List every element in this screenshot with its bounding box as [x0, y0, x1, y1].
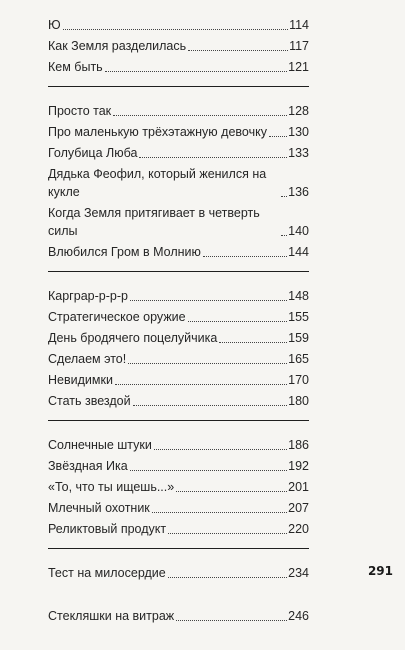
toc-entry-title: Млечный охотник — [48, 501, 150, 515]
dot-leader — [168, 533, 287, 534]
toc-entry-page: 130 — [288, 125, 309, 139]
toc-entry — [48, 436, 309, 454]
dot-leader — [128, 363, 287, 364]
toc-entry-title: Стекляшки на витраж — [48, 609, 175, 623]
toc-entry-title: Стать звездой — [48, 394, 131, 408]
toc-entry — [48, 287, 309, 305]
toc-entry — [48, 607, 309, 625]
toc-entry-title: Карграр-р-р-р — [48, 289, 128, 303]
dot-leader — [105, 71, 287, 72]
toc-entry-page: 114 — [289, 18, 309, 32]
toc-entry — [48, 478, 309, 496]
toc-entry — [48, 371, 309, 389]
toc-entry — [48, 457, 309, 475]
toc-entry-page: 207 — [288, 501, 309, 515]
dot-leader — [281, 196, 287, 197]
toc-entry-title: Когда Земля притягивает в четверть силы — [48, 206, 260, 238]
toc-entry-title: Реликтовый продукт — [48, 522, 167, 536]
toc-entry-title: Солнечные штуки — [48, 438, 152, 452]
toc-entry-title: Сделаем это! — [48, 352, 127, 366]
toc-entry-title: Кем быть — [48, 60, 103, 74]
toc-section — [48, 607, 309, 635]
toc-entry-page: 155 — [288, 310, 309, 324]
dot-leader — [154, 449, 287, 450]
toc-entry-title: «То, что ты ищешь...» — [48, 480, 175, 494]
toc-entry — [48, 204, 309, 240]
dot-leader — [176, 620, 287, 621]
toc-entry — [48, 37, 309, 55]
toc-entry-title: Голубица Люба — [48, 146, 138, 160]
dot-leader — [176, 491, 287, 492]
toc-entry-title: Про маленькую трёхэтажную девочку — [48, 125, 267, 139]
toc-entry — [48, 58, 309, 76]
toc-entry-title: Невидимки — [48, 373, 113, 387]
toc-entry — [48, 144, 309, 162]
toc-entry-title: Звёздная Ика — [48, 459, 128, 473]
dot-leader — [115, 384, 287, 385]
toc-section — [48, 436, 309, 549]
dot-leader — [133, 405, 288, 406]
toc-section — [48, 564, 309, 592]
toc-entry-page: 170 — [288, 373, 309, 387]
toc-entry-title: Как Земля разделилась — [48, 39, 187, 53]
toc-entry — [48, 564, 309, 582]
dot-leader — [281, 235, 287, 236]
toc-section — [48, 102, 309, 272]
dot-leader — [130, 300, 287, 301]
toc-entry — [48, 520, 309, 538]
toc-section — [48, 287, 309, 421]
toc-entry — [48, 102, 309, 120]
dot-leader — [113, 115, 287, 116]
toc-entry-title: Тест на милосердие — [48, 566, 166, 580]
toc-entry-page: 136 — [288, 185, 309, 199]
page-number: 291 — [367, 564, 393, 578]
dot-leader — [219, 342, 287, 343]
dot-leader — [130, 470, 287, 471]
toc-entry-page: 148 — [288, 289, 309, 303]
dot-leader — [152, 512, 287, 513]
toc-entry — [48, 329, 309, 347]
toc-entry — [48, 123, 309, 141]
toc-entry — [48, 308, 309, 326]
toc-entry — [48, 243, 309, 261]
toc-entry — [48, 392, 309, 410]
toc-entry — [48, 350, 309, 368]
toc-entry-page: 159 — [288, 331, 309, 345]
dot-leader — [188, 321, 288, 322]
toc-entry-page: 117 — [289, 39, 309, 53]
toc-entry — [48, 499, 309, 517]
dot-leader — [63, 29, 288, 30]
dot-leader — [188, 50, 288, 51]
toc-entry-title: Влюбился Гром в Молнию — [48, 245, 201, 259]
toc-entry-page: 234 — [288, 566, 309, 580]
toc-entry-title: Дядька Феофил, который женился на кукле — [48, 167, 267, 199]
toc-entry-page: 165 — [288, 352, 309, 366]
toc-entry-page: 140 — [288, 224, 309, 238]
toc-entry-page: 144 — [288, 245, 309, 259]
table-of-contents — [48, 16, 309, 650]
toc-entry-title: Ю — [48, 18, 61, 32]
toc-entry-page: 246 — [288, 609, 309, 623]
toc-entry-page: 133 — [288, 146, 309, 160]
toc-entry-page: 128 — [288, 104, 309, 118]
toc-section — [48, 16, 309, 87]
dot-leader — [269, 136, 287, 137]
toc-entry-page: 121 — [288, 60, 309, 74]
toc-entry-page: 201 — [288, 480, 309, 494]
toc-entry-title: Стратегическое оружие — [48, 310, 186, 324]
toc-entry-page: 186 — [288, 438, 309, 452]
toc-entry-page: 192 — [288, 459, 309, 473]
toc-entry-page: 180 — [288, 394, 309, 408]
toc-entry-title: День бродячего поцелуйчика — [48, 331, 218, 345]
toc-entry — [48, 16, 309, 34]
dot-leader — [139, 157, 287, 158]
dot-leader — [168, 577, 287, 578]
dot-leader — [203, 256, 287, 257]
toc-entry-title: Просто так — [48, 104, 112, 118]
toc-entry — [48, 165, 309, 201]
toc-entry-page: 220 — [288, 522, 309, 536]
